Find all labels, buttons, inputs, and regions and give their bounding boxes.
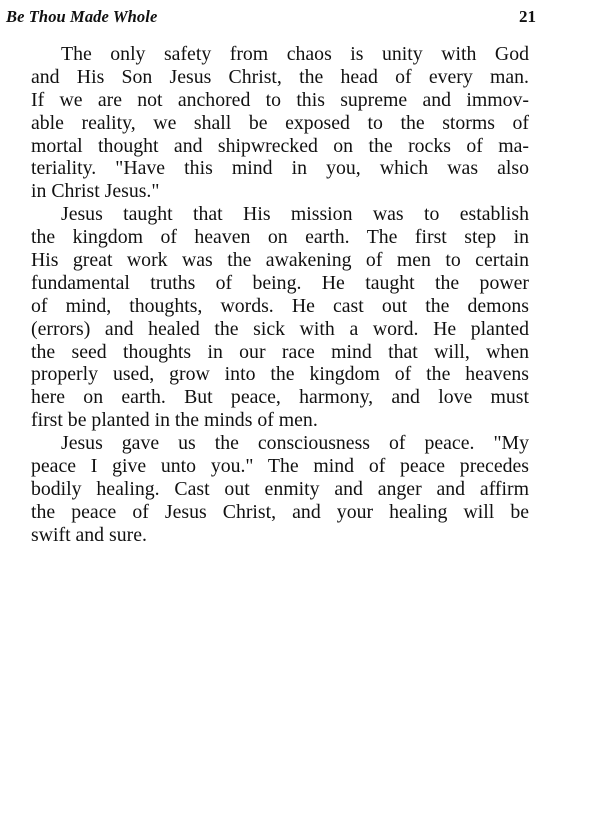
paragraph-1 <box>31 43 529 203</box>
page-number: 21 <box>519 7 536 26</box>
page-body <box>31 43 529 547</box>
text-line: teriality. "Have this mind in you, which was also <box>31 157 529 180</box>
text-line: swift and sure. <box>31 523 147 546</box>
text-line: the seed thoughts in our race mind that will, when <box>31 340 529 363</box>
text-line: properly used, grow into the kingdom of the heavens <box>31 363 529 386</box>
running-head <box>6 4 536 30</box>
text-line: in Christ Jesus." <box>31 180 160 203</box>
paragraph-3 <box>31 432 529 546</box>
text-line: (errors) and healed the sick with a word. He planted <box>31 317 529 340</box>
text-line: here on earth. But peace, harmony, and love must <box>31 386 529 409</box>
text-line: peace I give unto you." The mind of peace precedes <box>31 455 529 478</box>
paragraph-2 <box>31 203 529 432</box>
text-line: His great work was the awakening of men to certain <box>31 249 529 272</box>
text-line: first be planted in the minds of men. <box>31 409 318 432</box>
text-line: able reality, we shall be exposed to the storms of <box>31 111 529 134</box>
text-line: and His Son Jesus Christ, the head of every man. <box>31 65 529 88</box>
text-line: of mind, thoughts, words. He cast out the demons <box>31 294 529 317</box>
text-line: If we are not anchored to this supreme and immov- <box>31 88 529 111</box>
text-line: The only safety from chaos is unity with God <box>61 43 529 65</box>
text-line: fundamental truths of being. He taught the power <box>31 271 529 294</box>
text-line: Jesus taught that His mission was to establish <box>61 203 529 226</box>
text-line: Jesus gave us the consciousness of peace. "My <box>61 432 529 455</box>
text-line: the kingdom of heaven on earth. The first step in <box>31 226 529 249</box>
text-line: mortal thought and shipwrecked on the rocks of ma- <box>31 134 529 157</box>
running-title: Be Thou Made Whole <box>6 7 158 26</box>
text-line: bodily healing. Cast out enmity and anger and affirm <box>31 477 529 500</box>
text-line: the peace of Jesus Christ, and your healing will be <box>31 500 529 523</box>
